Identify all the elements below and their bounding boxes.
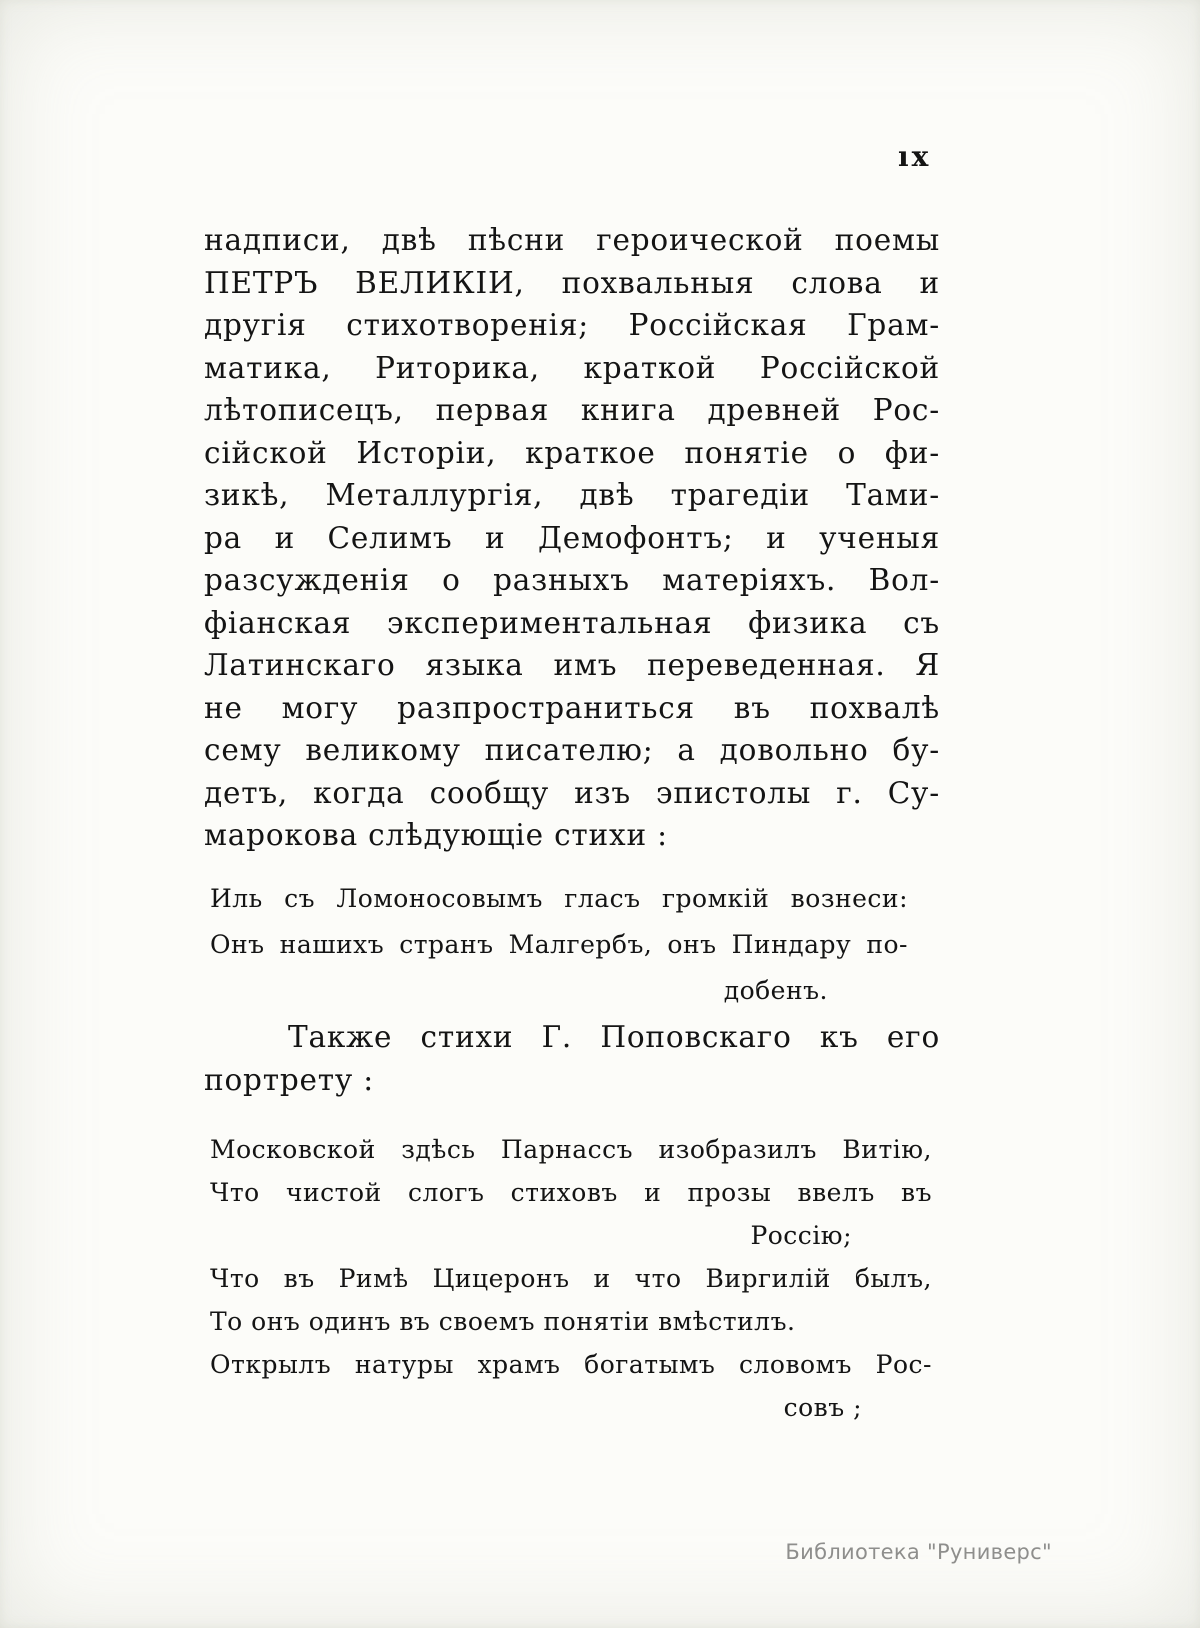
poem-line: Что въ Римѣ Цицеронъ и что Виргилій былъ, (210, 1264, 932, 1293)
poem-line-continuation: Россію; (750, 1221, 852, 1250)
text-line: зикѣ, Металлургія, двѣ трагедіи Тами- (204, 478, 940, 512)
text-line: портрету : (204, 1062, 374, 1097)
text-line: матика, Риторика, краткой Россійской (204, 350, 940, 385)
poem-line: Открылъ натуры храмъ богатымъ словомъ Рос- (210, 1350, 932, 1379)
poem-line: Иль съ Ломоносовымъ гласъ громкій вознеси: (210, 884, 908, 913)
verse-block-1 (210, 876, 908, 1014)
text-line: Также стихи Г. Поповскаго къ его (288, 1020, 940, 1054)
library-watermark: Библиотека "Руниверс" (785, 1540, 1052, 1564)
poem-line: Что чистой слогъ стиховъ и прозы ввелъ въ (210, 1178, 932, 1207)
verse-block-2 (210, 1128, 932, 1429)
poem-line-continuation: добенъ. (723, 976, 828, 1005)
poem-line: Онъ нашихъ странъ Малгербъ, онъ Пиндару по- (210, 930, 908, 959)
text-line: фіанская экспериментальная физика съ (204, 605, 940, 640)
text-line: ра и Селимъ и Демофонтъ; и ученыя (204, 520, 940, 555)
main-paragraph (204, 219, 940, 857)
text-line: надписи, двѣ пѣсни героической поемы (204, 223, 940, 257)
text-line: лѣтописецъ, первая книга древней Рос- (204, 393, 940, 427)
poem-line: Московской здѣсь Парнассъ изобразилъ Витію, (210, 1135, 932, 1164)
text-line: разсужденія о разныхъ матеріяхъ. Вол- (204, 563, 940, 597)
text-line: Латинскаго языка имъ переведенная. Я (204, 648, 940, 682)
page-number: ıx (898, 140, 932, 173)
paragraph-2 (204, 1016, 940, 1101)
text-line: детъ, когда сообщу изъ эпистолы г. Су- (204, 775, 940, 810)
text-line: сійской Исторіи, краткое понятіе о фи- (204, 435, 940, 470)
text-line: другія стихотворенія; Россійская Грам- (204, 308, 940, 342)
text-line: сему великому писателю; а довольно бу- (204, 733, 940, 767)
text-line: марокова слѣдующіе стихи : (204, 818, 668, 852)
poem-line-continuation: совъ ; (783, 1393, 862, 1422)
poem-line: То онъ одинъ въ своемъ понятіи вмѣстилъ. (210, 1307, 796, 1336)
text-line: ПЕТРЪ ВЕЛИКІИ, похвальныя слова и (204, 265, 940, 300)
text-line: не могу разпространиться въ похвалѣ (204, 690, 940, 725)
